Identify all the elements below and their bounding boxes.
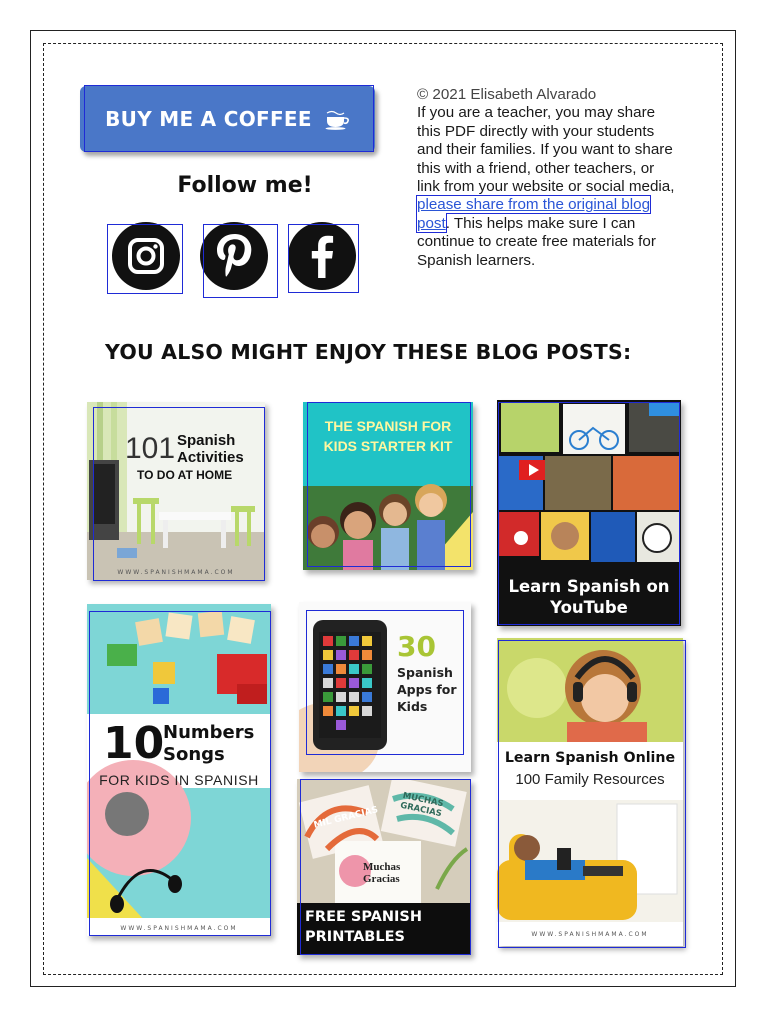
original-blog-post-link[interactable]: please share from the original blog post (417, 196, 651, 232)
activities-footer: WWW.SPANISHMAMA.COM (117, 569, 235, 576)
selection-box (89, 611, 271, 936)
selection-box (306, 610, 464, 755)
selection-box (93, 407, 265, 581)
selection-box (307, 402, 471, 567)
online-resources-footer: WWW.SPANISHMAMA.COM (531, 931, 649, 938)
sharing-text-before: If you are a teacher, you may share this PDF directly with your students and their families. If you want to share this with a friend, other teachers, or link from your website or social media, (417, 104, 675, 196)
activities-number: 101 (125, 432, 176, 465)
blog-posts-heading: YOU ALSO MIGHT ENJOY THESE BLOG POSTS: (105, 340, 632, 364)
numbers-songs-subtitle: FOR KIDS IN SPANISH (99, 772, 259, 788)
apps-number: 30 (397, 630, 436, 663)
printables-title: FREE SPANISH PRINTABLES (305, 909, 422, 945)
online-resources-subtitle: 100 Family Resources (515, 771, 665, 788)
printable-card-text: Muchas Gracias (363, 861, 401, 885)
printable-card-text: MIL GRACIAS (312, 805, 380, 831)
numbers-songs-number: 10 (103, 718, 165, 769)
selection-box (300, 779, 471, 955)
printable-card-text: MUCHAS GRACIAS (399, 790, 445, 820)
online-resources-title: Learn Spanish Online (504, 750, 676, 766)
selection-box (107, 224, 183, 294)
follow-me-heading: Follow me! (177, 173, 313, 198)
numbers-songs-title: Numbers Songs (163, 722, 255, 765)
numbers-songs-footer: WWW.SPANISHMAMA.COM (120, 925, 238, 932)
selection-box (84, 85, 374, 152)
selection-box (203, 224, 278, 298)
selection-box (498, 640, 686, 948)
coffee-button-label: BUY ME A COFFEE (105, 107, 312, 131)
activities-title: Spanish Activities (177, 432, 244, 466)
activities-subtitle: TO DO AT HOME (137, 468, 233, 482)
sharing-text-after: . This helps make sure I can continue to create free materials for Spanish learners. (417, 214, 656, 269)
selection-box (288, 224, 359, 293)
starter-kit-title: THE SPANISH FOR KIDS STARTER KIT (323, 418, 453, 454)
youtube-title: Learn Spanish on YouTube (508, 577, 670, 617)
apps-title: Spanish Apps for Kids (397, 665, 457, 714)
sharing-notice (417, 86, 679, 270)
selection-box (498, 402, 680, 625)
copyright-text: © 2021 Elisabeth Alvarado (417, 86, 597, 103)
